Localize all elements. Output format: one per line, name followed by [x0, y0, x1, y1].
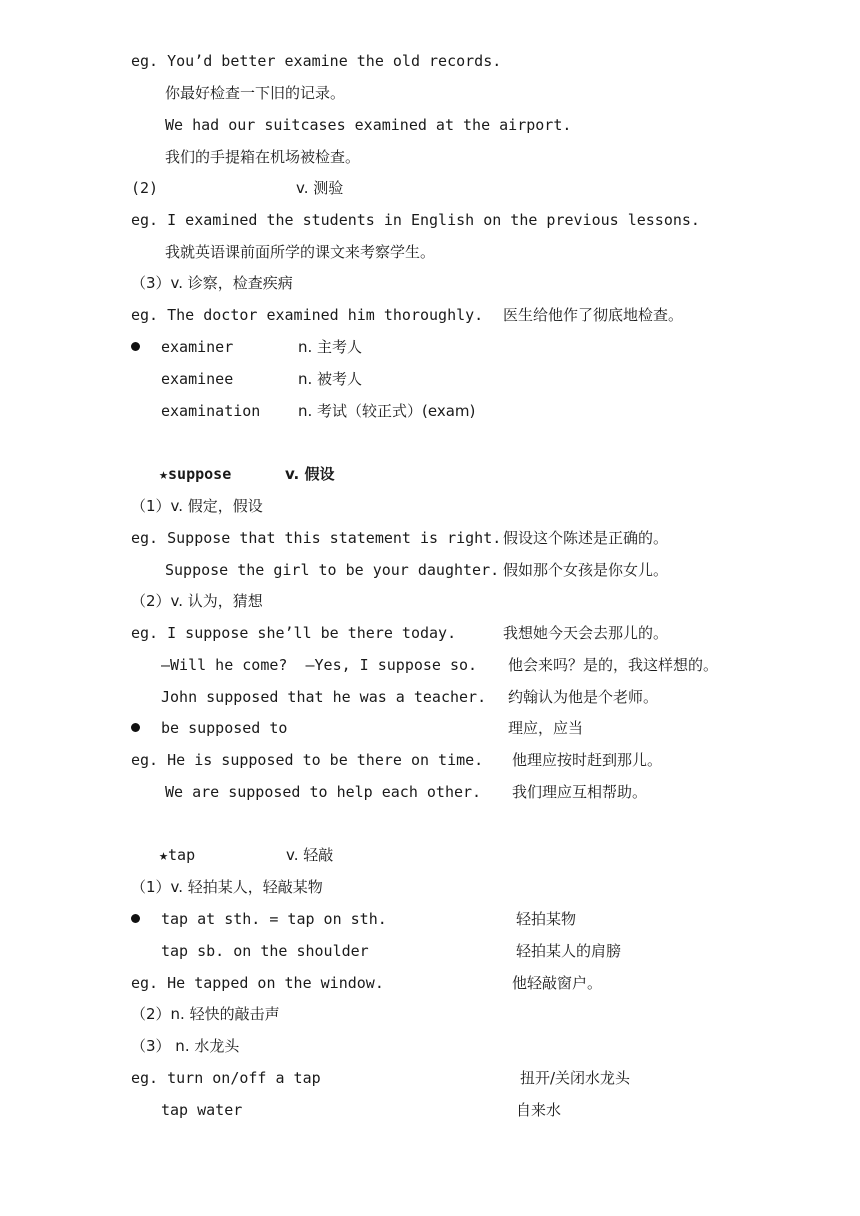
word-form-definition: n. 主考人: [298, 338, 363, 356]
translation-line: 他轻敲窗户。: [512, 974, 603, 992]
phrase: be supposed to: [161, 719, 288, 737]
example-line: eg. I examined the students in English on the previous lessons.: [131, 211, 700, 229]
translation-line: 你最好检查一下旧的记录。: [165, 84, 346, 102]
example-line: eg. turn on/off a tap: [131, 1069, 321, 1087]
example-line: We are supposed to help each other.: [165, 783, 482, 801]
word-form: examination: [161, 402, 261, 420]
phrase-translation: 轻拍某物: [516, 910, 577, 928]
sense-heading: （1）v. 轻拍某人，轻敲某物: [131, 878, 323, 896]
sense-heading: （2）n. 轻快的敲击声: [131, 1005, 280, 1023]
entry-definition: v. 轻敲: [286, 846, 334, 864]
word-form-definition: n. 考试（较正式）(exam): [298, 402, 476, 420]
translation-line: 我想她今天会去那儿的。: [503, 624, 669, 642]
example-line: —Will he come? —Yes, I suppose so.: [161, 656, 478, 674]
example-line: John supposed that he was a teacher.: [161, 688, 487, 706]
translation-line: 假设这个陈述是正确的。: [503, 529, 669, 547]
phrase-translation: 轻拍某人的肩膀: [516, 942, 622, 960]
example-line: eg. I suppose she’ll be there today.: [131, 624, 457, 642]
translation-line: 我就英语课前面所学的课文来考察学生。: [165, 243, 436, 261]
example-line: We had our suitcases examined at the airport.: [165, 116, 572, 134]
translation-line: 我们的手提箱在机场被检查。: [165, 148, 361, 166]
example-line: eg. You’d better examine the old records.: [131, 52, 502, 70]
sense-heading: （3）v. 诊察，检查疾病: [131, 274, 293, 292]
sense-heading: （2）v. 认为，猜想: [131, 592, 263, 610]
translation-line: 他会来吗？是的，我这样想的。: [508, 656, 719, 674]
sense-number: (2): [131, 179, 159, 197]
translation-line: 扭开/关闭水龙头: [520, 1069, 631, 1087]
word-form: examinee: [161, 370, 234, 388]
entry-headword: ★tap: [159, 846, 196, 864]
phrase: tap sb. on the shoulder: [161, 942, 369, 960]
example-line: eg. The doctor examined him thoroughly.: [131, 306, 484, 324]
translation-line: 假如那个女孩是你女儿。: [503, 561, 669, 579]
sense-heading: （1）v. 假定，假设: [131, 497, 263, 515]
word-form-definition: n. 被考人: [298, 370, 363, 388]
example-line: eg. He tapped on the window.: [131, 974, 384, 992]
sense-definition: v. 测验: [296, 179, 344, 197]
translation-line: 我们理应互相帮助。: [512, 783, 648, 801]
example-line: Suppose the girl to be your daughter.: [165, 561, 500, 579]
example-line: eg. Suppose that this statement is right.: [131, 529, 502, 547]
translation-line: 约翰认为他是个老师。: [508, 688, 659, 706]
entry-definition: v. 假设: [285, 465, 335, 483]
bullet-icon: [131, 914, 140, 923]
sense-heading: （3） n. 水龙头: [131, 1037, 240, 1055]
phrase: tap at sth. = tap on sth.: [161, 910, 387, 928]
bullet-icon: [131, 342, 140, 351]
bullet-icon: [131, 723, 140, 732]
example-line: tap water: [161, 1101, 243, 1119]
translation-line: 他理应按时赶到那儿。: [512, 751, 663, 769]
entry-headword: ★suppose: [159, 465, 232, 483]
word-form: examiner: [161, 338, 234, 356]
translation-line: 自来水: [516, 1101, 562, 1119]
translation-line: 医生给他作了彻底地检查。: [503, 306, 684, 324]
phrase-translation: 理应，应当: [508, 719, 584, 737]
example-line: eg. He is supposed to be there on time.: [131, 751, 484, 769]
